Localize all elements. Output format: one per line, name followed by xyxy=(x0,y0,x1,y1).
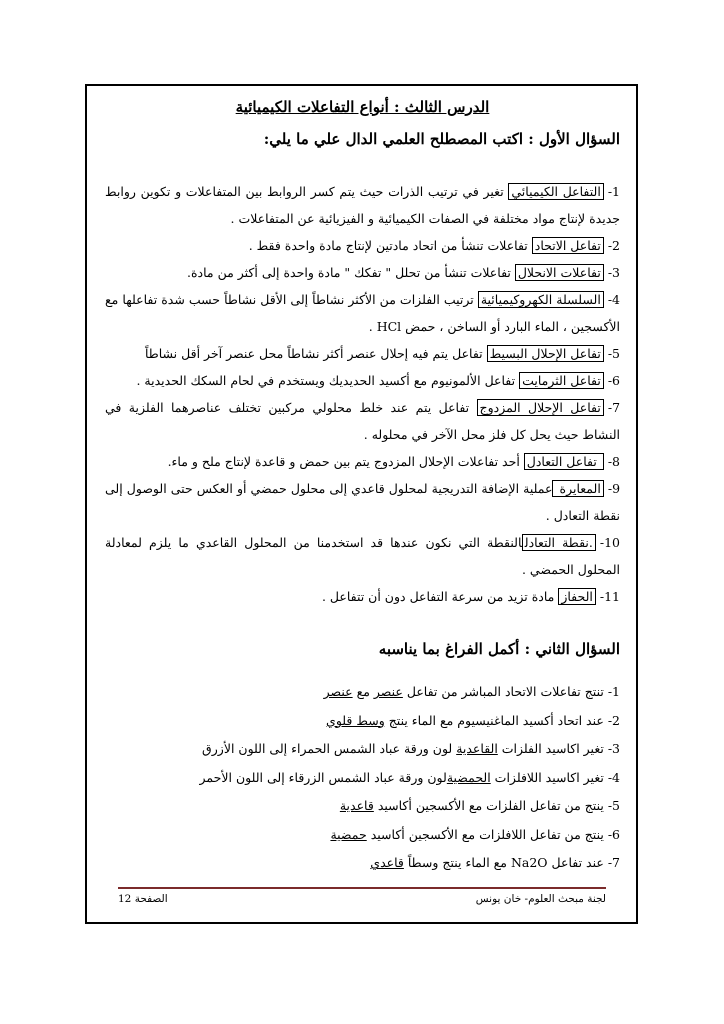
fill-blank-item xyxy=(105,764,620,793)
term-box: تفاعل الإحلال المزدوج xyxy=(477,399,604,416)
answer-underlined: القاعدية xyxy=(456,741,498,756)
answer-underlined: وسط قلوي xyxy=(326,712,385,728)
definition-item xyxy=(105,340,620,367)
answer-underlined: عنصر xyxy=(323,684,353,699)
definition-text: النقطة التي نكون عندها قد استخدمنا من المحلول القاعدي ما يلزم لمعادلة المحلول الحمضي . xyxy=(105,535,620,577)
term-box: التفاعل الكيميائي xyxy=(508,183,603,200)
sentence-text: تغير اكاسيد الفلزات xyxy=(497,741,608,756)
term-box: السلسلة الكهروكيميائية xyxy=(478,291,604,308)
definition-item xyxy=(105,259,620,286)
fill-blank-item xyxy=(105,849,620,878)
item-number: 5- xyxy=(607,798,620,813)
sentence-text: لون ورقة عباد الشمس الحمراء إلى اللون الأزرق xyxy=(202,741,457,756)
term-box: .نقطة التعادل xyxy=(522,534,596,551)
fill-blank-item xyxy=(105,735,620,764)
fill-blank-item xyxy=(105,792,620,821)
definition-text: عملية الإضافة التدريجية لمحلول قاعدي إلى محلول حمضي أو العكس حتى الوصول إلى نقطة التعادل . xyxy=(105,481,620,523)
item-number: 2- xyxy=(607,712,620,728)
definition-text: تفاعلات تنشأ من اتحاد مادتين لإنتاج مادة واحدة فقط . xyxy=(248,238,532,253)
footer-committee: لجنة مبحث العلوم- خان يونس xyxy=(475,893,606,905)
item-number: 4- xyxy=(607,292,620,307)
item-number: 3- xyxy=(607,265,620,280)
definition-item xyxy=(105,367,620,394)
definition-item xyxy=(105,286,620,340)
definition-item xyxy=(105,394,620,448)
term-box: تفاعلات الانحلال xyxy=(515,264,604,281)
term-box: تفاعل الاتحاد xyxy=(532,237,604,254)
item-number: 8- xyxy=(607,454,620,469)
fill-blank-item xyxy=(105,707,620,736)
item-number: 5- xyxy=(607,346,620,361)
term-box: الحفاز xyxy=(558,588,596,605)
definition-text: مادة تزيد من سرعة التفاعل دون أن تتفاعل . xyxy=(321,589,559,604)
question-1-list xyxy=(105,178,620,610)
definition-text: تفاعل الألمونيوم مع أكسيد الحديديك ويستخدم في لحام السكك الحديدية . xyxy=(136,373,520,388)
item-number: 3- xyxy=(607,741,620,756)
sentence-text: تغير اكاسيد اللافلزات xyxy=(490,769,608,785)
question-2-heading: السؤال الثاني : أكمل الفراغ بما يناسبه xyxy=(378,640,620,658)
item-number: 11- xyxy=(599,589,620,604)
sentence-text: تنتج تفاعلات الاتحاد المباشر من تفاعل xyxy=(402,684,608,699)
item-number: 1- xyxy=(607,184,620,199)
item-number: 1- xyxy=(607,684,620,699)
sentence-text: ينتج من تفاعل اللافلزات مع الأكسجين أكاسيد xyxy=(366,826,608,842)
answer-underlined: الحمضية xyxy=(446,769,491,785)
fill-blank-item xyxy=(105,821,620,850)
definition-text: ترتيب الفلزات من الأكثر نشاطاً إلى الأقل نشاطاً حسب شدة تفاعلها مع الأكسجين ، الماء البارد أو الساخن ، حمض HCl . xyxy=(105,292,620,334)
definition-text: تغير في ترتيب الذرات حيث يتم كسر الروابط بين المتفاعلات و تكوين روابط جديدة لإنتاج مواد مختلفة في الصفات الكيميائية و الفيزيائية عن المتفاعلات . xyxy=(105,184,620,226)
question-1-heading: السؤال الأول : اكتب المصطلح العلمي الدال علي ما يلي: xyxy=(263,130,620,148)
sentence-text: لون ورقة عباد الشمس الزرقاء إلى اللون الأحمر xyxy=(199,769,447,785)
definition-item xyxy=(105,475,620,529)
answer-underlined: قاعدية xyxy=(339,798,374,813)
answer-underlined: عنصر xyxy=(373,684,403,699)
lesson-page xyxy=(105,92,620,878)
sentence-text: عند اتحاد أكسيد الماغنيسيوم مع الماء ينتج xyxy=(384,712,608,728)
definition-text: تفاعلات تنشأ من تحلل " تفكك " مادة واحدة إلى أكثر من مادة. xyxy=(187,265,515,280)
item-number: 6- xyxy=(607,826,620,842)
lesson-title: الدرس الثالث : أنواع التفاعلات الكيميائية xyxy=(235,98,490,116)
definition-text: تفاعل يتم عند خلط محلولي مركبين تختلف عناصرهما الفلزية في النشاط حيث يحل كل فلز محل الآخر في محلوله . xyxy=(105,400,620,442)
definition-item xyxy=(105,448,620,475)
sentence-text: مع xyxy=(352,684,374,699)
definition-item xyxy=(105,529,620,583)
definition-text: أحد تفاعلات الإحلال المزدوج يتم بين حمض و قاعدة لإنتاج ملح و ماء. xyxy=(167,454,524,469)
item-number: 4- xyxy=(607,769,620,785)
question-2-list xyxy=(105,678,620,878)
footer-page-number: الصفحة 12 xyxy=(118,893,168,905)
item-number: 2- xyxy=(607,238,620,253)
definition-text: تفاعل يتم فيه إحلال عنصر أكثر نشاطاً محل عنصر آخر أقل نشاطاً xyxy=(144,346,487,361)
item-number: 7- xyxy=(607,400,621,415)
item-number: 6- xyxy=(607,373,620,388)
definition-item xyxy=(105,583,620,610)
sentence-text: عند تفاعل Na2O مع الماء ينتج وسطاً xyxy=(403,855,608,870)
definition-item xyxy=(105,178,620,232)
item-number: 10- xyxy=(599,535,620,550)
term-box: تفاعل التعادل xyxy=(524,453,604,470)
answer-underlined: حمضية xyxy=(330,826,367,842)
definition-item xyxy=(105,232,620,259)
term-box: تفاعل الإحلال البسيط xyxy=(487,345,604,362)
answer-underlined: قاعدي xyxy=(370,855,404,870)
page-footer xyxy=(118,893,606,905)
fill-blank-item xyxy=(105,678,620,707)
term-box: تفاعل الثرمايت xyxy=(519,372,604,389)
term-box: المعايرة xyxy=(552,480,603,497)
sentence-text: ينتج من تفاعل الفلزات مع الأكسجين أكاسيد xyxy=(373,798,608,813)
footer-divider xyxy=(118,887,606,889)
item-number: 7- xyxy=(607,855,620,870)
item-number: 9- xyxy=(607,481,621,496)
